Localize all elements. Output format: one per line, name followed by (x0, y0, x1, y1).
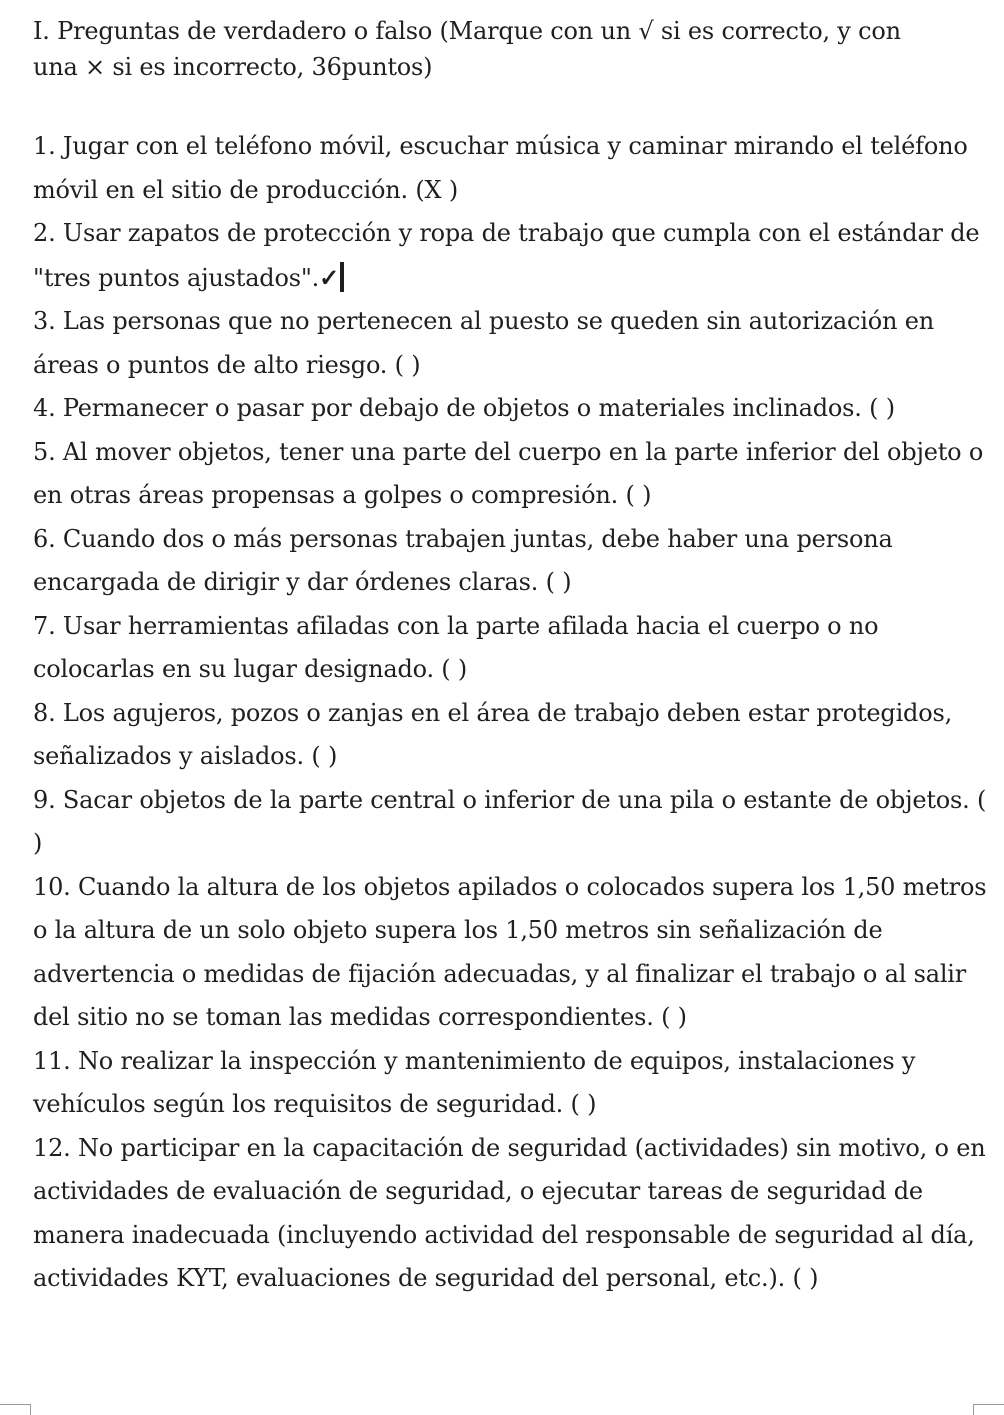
section-heading (33, 13, 993, 85)
question-2[interactable] (33, 212, 993, 300)
section-heading-line1: I. Preguntas de verdadero o falso (Marque con un √ si es correcto, y con (33, 17, 901, 45)
question-12: 12. No participar en la capacitación de seguridad (actividades) sin motivo, o en actividades de evaluación de seguridad, o ejecutar tareas de seguridad de manera inadecuada (incluyendo actividad del responsable de seguridad al día, actividades KYT, evaluaciones de seguridad del personal, etc.). ( ) (33, 1133, 986, 1292)
document-page (33, 13, 993, 1301)
page-corner-left (0, 1404, 31, 1415)
question-9: 9. Sacar objetos de la parte central o inferior de una pila o estante de objetos. ( ) (33, 785, 987, 857)
question-2-text: 2. Usar zapatos de protección y ropa de trabajo que cumpla con el estándar de "tres puntos ajustados". (33, 219, 980, 292)
question-3: 3. Las personas que no pertenecen al puesto se queden sin autorización en áreas o puntos de alto riesgo. ( ) (33, 307, 934, 379)
blank-line (33, 85, 993, 125)
question-6: 6. Cuando dos o más personas trabajen juntas, debe haber una persona encargada de dirigir y dar órdenes claras. ( ) (33, 524, 893, 596)
page-corner-right (973, 1404, 1004, 1415)
question-10: 10. Cuando la altura de los objetos apilados o colocados supera los 1,50 metros o la altura de un solo objeto supera los 1,50 metros sin señalización de advertencia o medidas de fijación adecuadas, y al finalizar el trabajo o al salir del sitio no se toman las medidas correspondientes. ( ) (33, 872, 987, 1031)
question-5: 5. Al mover objetos, tener una parte del cuerpo en la parte inferior del objeto o en otras áreas propensas a golpes o compresión. ( ) (33, 437, 984, 509)
question-4: 4. Permanecer o pasar por debajo de objetos o materiales inclinados. ( ) (33, 394, 895, 422)
question-8: 8. Los agujeros, pozos o zanjas en el área de trabajo deben estar protegidos, señalizados y aislados. ( ) (33, 698, 953, 770)
text-cursor (340, 262, 344, 292)
question-11: 11. No realizar la inspección y mantenimiento de equipos, instalaciones y vehículos según los requisitos de seguridad. ( ) (33, 1046, 916, 1118)
check-mark-icon: ✓ (319, 262, 340, 292)
question-1: 1. Jugar con el teléfono móvil, escuchar música y caminar mirando el teléfono móvil en el sitio de producción. (X ) (33, 132, 968, 204)
section-heading-line2: una × si es incorrecto, 36puntos) (33, 53, 433, 81)
question-7: 7. Usar herramientas afiladas con la parte afilada hacia el cuerpo o no colocarlas en su lugar designado. ( ) (33, 611, 879, 683)
